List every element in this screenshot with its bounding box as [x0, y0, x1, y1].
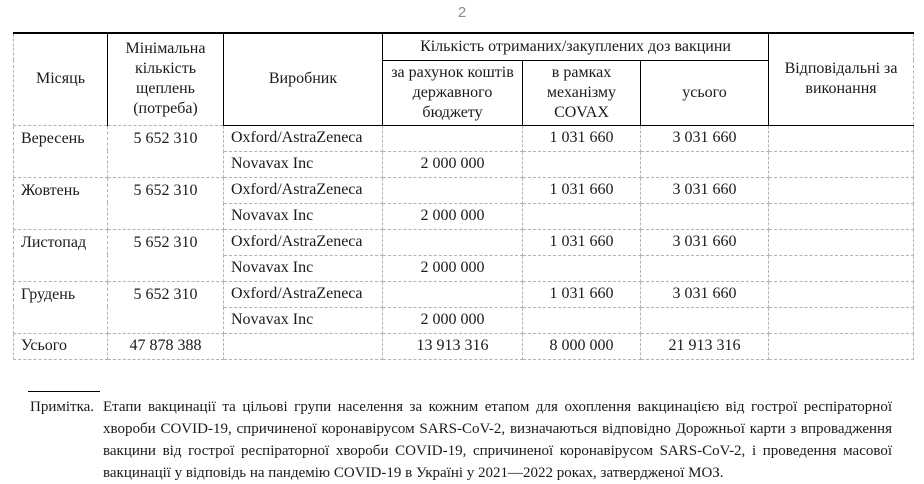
table-row-total [14, 333, 914, 359]
cell-covax: 1 031 660 [523, 177, 641, 203]
header-budget: за рахунок коштів державного бюджету [383, 60, 523, 125]
cell-min-count: 5 652 310 [108, 229, 224, 281]
table-row [14, 125, 914, 151]
cell-total: 3 031 660 [641, 177, 769, 203]
cell-total: 3 031 660 [641, 229, 769, 255]
cell-manufacturer: Novavax Inc [224, 203, 383, 229]
header-covax: в рамках механізму COVAX [523, 60, 641, 125]
cell-total: 3 031 660 [641, 281, 769, 307]
cell-budget: 2 000 000 [383, 151, 523, 177]
cell-responsible [769, 151, 914, 177]
cell-total: 3 031 660 [641, 125, 769, 151]
cell-covax: 1 031 660 [523, 229, 641, 255]
header-min-count: Мінімальна кількість щеплень (потреба) [108, 33, 224, 125]
cell-total [641, 151, 769, 177]
cell-manufacturer: Oxford/AstraZeneca [224, 177, 383, 203]
cell-total-budget: 13 913 316 [383, 333, 523, 359]
header-manufacturer: Виробник [224, 33, 383, 125]
cell-responsible [769, 229, 914, 255]
cell-month: Жовтень [14, 177, 108, 229]
cell-min-count: 5 652 310 [108, 125, 224, 177]
table-row [14, 177, 914, 203]
table-row [14, 281, 914, 307]
cell-total-total: 21 913 316 [641, 333, 769, 359]
cell-covax: 1 031 660 [523, 281, 641, 307]
cell-responsible [769, 307, 914, 333]
cell-min-count: 5 652 310 [108, 281, 224, 333]
cell-covax: 1 031 660 [523, 125, 641, 151]
vaccine-doses-table [13, 32, 914, 360]
cell-budget [383, 281, 523, 307]
table-row [14, 229, 914, 255]
cell-covax [523, 307, 641, 333]
cell-manufacturer: Oxford/AstraZeneca [224, 281, 383, 307]
cell-manufacturer: Novavax Inc [224, 307, 383, 333]
cell-budget [383, 177, 523, 203]
cell-manufacturer: Oxford/AstraZeneca [224, 229, 383, 255]
cell-budget [383, 229, 523, 255]
cell-total [641, 255, 769, 281]
cell-manufacturer: Novavax Inc [224, 151, 383, 177]
header-responsible: Відповідальні за виконання [769, 33, 914, 125]
cell-covax [523, 151, 641, 177]
header-total: усього [641, 60, 769, 125]
cell-total [641, 203, 769, 229]
cell-budget [383, 125, 523, 151]
header-month: Місяць [14, 33, 108, 125]
footnote-text: Етапи вакцинації та цільові групи населення за кожним етапом для охоплення вакцинацією від гострої респіраторної хвороби COVID-19, спричиненої коронавірусом SARS-CoV-2, визначаються відповідно Дорожньої карти з впровадження вакцини від гострої респіраторної хвороби COVID-19, спричиненої коронавірусом SARS-CoV-2, і проведення масової вакцинації у відповідь на пандемію COVID-19 в Україні у 2021—2022 роках, затвердженої МОЗ. [103, 399, 892, 481]
cell-responsible [769, 177, 914, 203]
cell-total-label: Усього [14, 333, 108, 359]
cell-total-min-count: 47 878 388 [108, 333, 224, 359]
cell-responsible [769, 203, 914, 229]
cell-min-count: 5 652 310 [108, 177, 224, 229]
cell-responsible [769, 255, 914, 281]
footnote [30, 396, 892, 484]
cell-total-covax: 8 000 000 [523, 333, 641, 359]
cell-manufacturer [224, 333, 383, 359]
footnote-separator [28, 391, 100, 392]
cell-responsible [769, 333, 914, 359]
cell-manufacturer: Oxford/AstraZeneca [224, 125, 383, 151]
cell-responsible [769, 125, 914, 151]
cell-total [641, 307, 769, 333]
cell-covax [523, 203, 641, 229]
cell-covax [523, 255, 641, 281]
cell-responsible [769, 281, 914, 307]
footnote-label: Примітка. [30, 399, 95, 415]
cell-budget: 2 000 000 [383, 255, 523, 281]
cell-month: Листопад [14, 229, 108, 281]
cell-month: Вересень [14, 125, 108, 177]
cell-budget: 2 000 000 [383, 307, 523, 333]
page-number: 2 [457, 4, 467, 21]
cell-month: Грудень [14, 281, 108, 333]
cell-budget: 2 000 000 [383, 203, 523, 229]
cell-manufacturer: Novavax Inc [224, 255, 383, 281]
header-doses-group: Кількість отриманих/закуплених доз вакцини [383, 33, 769, 60]
